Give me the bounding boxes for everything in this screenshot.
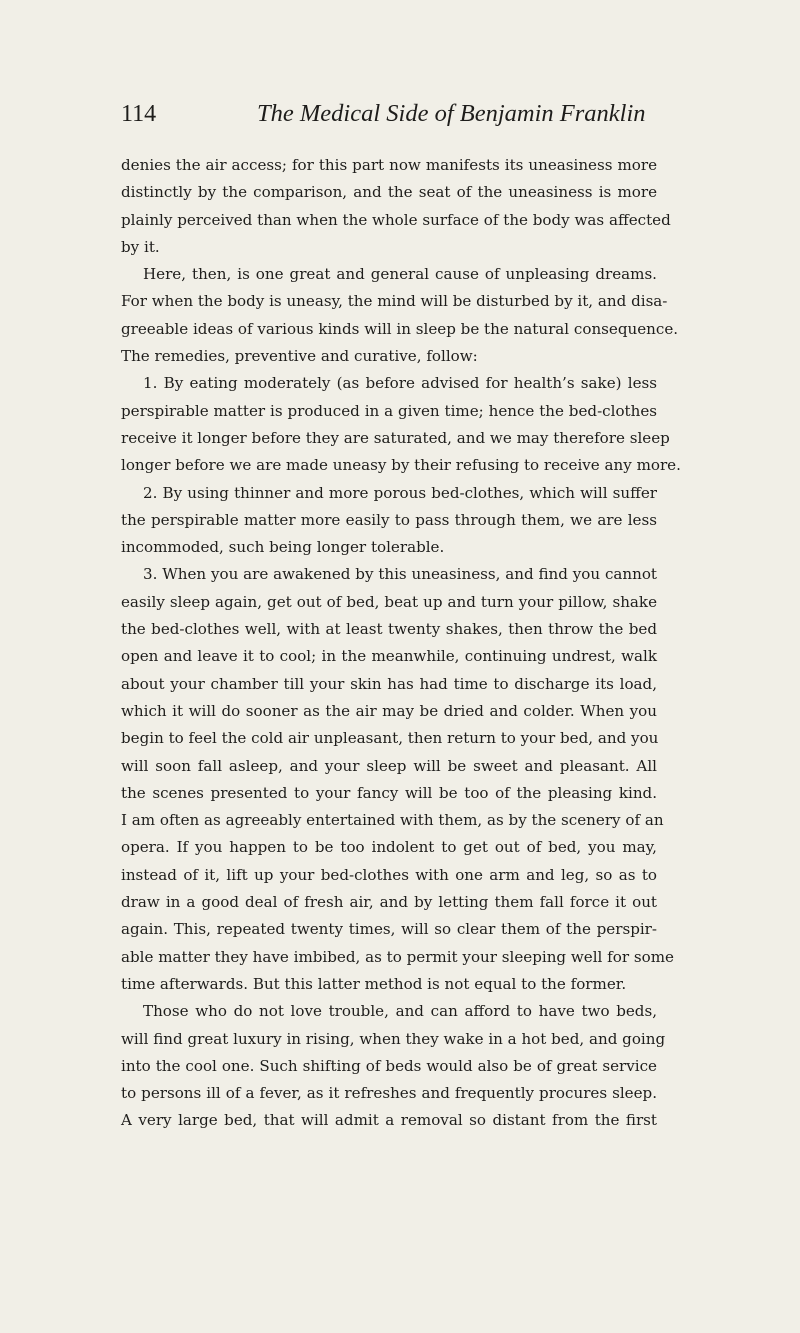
running-title: The Medical Side of Benjamin Franklin: [257, 100, 646, 127]
text-line: plainly perceived than when the whole surface of the body was affected: [121, 210, 671, 229]
text-line: For when the body is uneasy, the mind will be disturbed by it, and disa-: [121, 292, 668, 311]
text-line: perspirable matter is produced in a given time; hence the bed-clothes: [121, 401, 657, 420]
text-line: longer before we are made uneasy by their refusing to receive any more.: [121, 456, 681, 475]
text-line: open and leave it to cool; in the meanwhile, continuing undrest, walk: [121, 647, 657, 666]
body-text: [121, 152, 681, 1135]
text-line: time afterwards. But this latter method is not equal to the former.: [121, 974, 627, 993]
text-line: 3. When you are awakened by this uneasiness, and find you cannot: [143, 565, 657, 584]
page-number: 114: [121, 101, 157, 127]
text-line: the perspirable matter more easily to pass through them, we are less: [121, 510, 657, 529]
text-line: A very large bed, that will admit a removal so distant from the first: [121, 1111, 657, 1130]
text-line: The remedies, preventive and curative, follow:: [121, 347, 478, 366]
text-line: the scenes presented to your fancy will be too of the pleasing kind.: [121, 783, 657, 802]
text-line: distinctly by the comparison, and the seat of the uneasiness is more: [121, 183, 657, 202]
text-line: will soon fall asleep, and your sleep will be sweet and pleasant. All: [121, 756, 657, 775]
text-line: the bed-clothes well, with at least twenty shakes, then throw the bed: [121, 620, 657, 639]
text-line: into the cool one. Such shifting of beds would also be of great service: [121, 1056, 657, 1075]
text-line: Here, then, is one great and general cause of unpleasing dreams.: [143, 265, 657, 284]
text-line: denies the air access; for this part now manifests its uneasiness more: [121, 156, 657, 174]
text-line: able matter they have imbibed, as to permit your sleeping well for some: [121, 947, 674, 966]
text-line: 2. By using thinner and more porous bed-clothes, which will suffer: [143, 483, 657, 502]
text-line: will find great luxury in rising, when they wake in a hot bed, and going: [121, 1029, 666, 1048]
text-line: opera. If you happen to be too indolent to get out of bed, you may,: [121, 838, 657, 857]
text-line: instead of it, lift up your bed-clothes with one arm and leg, so as to: [121, 865, 657, 884]
text-line: about your chamber till your skin has had time to discharge its load,: [121, 674, 657, 693]
text-line: which it will do sooner as the air may be dried and colder. When you: [121, 701, 657, 720]
text-line: incommoded, such being longer tolerable.: [121, 538, 445, 557]
text-line: greeable ideas of various kinds will in sleep be the natural consequence.: [121, 319, 679, 338]
text-line: by it.: [121, 237, 160, 256]
text-line: to persons ill of a fever, as it refreshes and frequently procures sleep.: [121, 1084, 657, 1103]
text-line: easily sleep again, get out of bed, beat up and turn your pillow, shake: [121, 592, 657, 611]
page-header: [121, 99, 657, 135]
text-line: Those who do not love trouble, and can afford to have two beds,: [143, 1002, 657, 1021]
text-line: again. This, repeated twenty times, will so clear them of the perspir-: [121, 920, 657, 939]
text-line: 1. By eating moderately (as before advised for health’s sake) less: [143, 374, 657, 393]
text-line: I am often as agreeably entertained with them, as by the scenery of an: [121, 811, 664, 830]
text-line: draw in a good deal of fresh air, and by letting them fall force it out: [121, 893, 657, 912]
text-line: begin to feel the cold air unpleasant, then return to your bed, and you: [121, 729, 659, 748]
text-line: receive it longer before they are saturated, and we may therefore sleep: [121, 428, 670, 447]
